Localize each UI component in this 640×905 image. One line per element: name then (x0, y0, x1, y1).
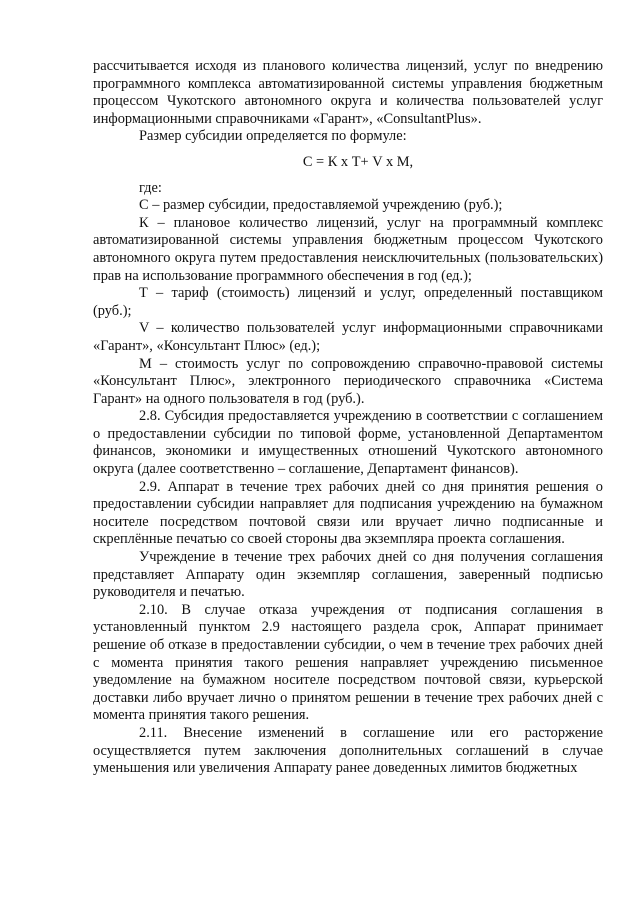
paragraph-continuation: рассчитывается исходя из планового количества лицензий, услуг по внедрению программного комплекса автоматизированной системы управления бюджетным процессом Чукотского автономного округа и количества пользователей услуг информационными справочниками «Гарант», «ConsultantPlus». (93, 58, 603, 127)
section-2-9: 2.9. Аппарат в течение трех рабочих дней со дня принятия решения о предоставлении субсидии направляет для подписания учреждению на бумажном носителе посредством почтовой связи или вручает лично подписанные и скреплённые печатью со своей стороны два экземпляра проекта соглашения. (93, 478, 603, 548)
definition-k: К – плановое количество лицензий, услуг на программный комплекс автоматизированной системы управления бюджетным процессом Чукотского автономного округа путем предоставления неисключительных (пользовательских) прав на использование программного обеспечения в год (ед.); (93, 214, 603, 284)
definition-t: Т – тариф (стоимость) лицензий и услуг, определенный поставщиком (руб.); (93, 285, 603, 319)
formula: С = К х Т+ V х М, (302, 153, 414, 170)
definition-c: С – размер субсидии, предоставляемой учреждению (руб.); (139, 197, 503, 214)
paragraph-where: где: (139, 179, 162, 196)
section-2-9-continued: Учреждение в течение трех рабочих дней со дня получения соглашения представляет Аппарату один экземпляр соглашения, заверенный подписью руководителя и печатью. (93, 549, 603, 601)
paragraph-formula-intro: Размер субсидии определяется по формуле: (139, 128, 407, 145)
section-2-10: 2.10. В случае отказа учреждения от подписания соглашения в установленный пунктом 2.9 настоящего раздела срок, Аппарат принимает решение об отказе в предоставлении субсидии, о чем в течение трех рабочих дней с момента принятия такого решения направляет учреждению письменное уведомление на бумажном носителе посредством почтовой связи, курьерской доставки либо вручает лично о принятом решении в течение трех рабочих дней с момента принятия такого решения. (93, 601, 603, 724)
definition-m: М – стоимость услуг по сопровождению справочно-правовой системы «Консультант Плюс», электронного периодического справочника «Система Гарант» на одного пользователя в год (руб.). (93, 355, 603, 407)
document-page (93, 58, 603, 778)
section-2-8: 2.8. Субсидия предоставляется учреждению в соответствии с соглашением о предоставлении субсидии по типовой форме, установленной Департаментом финансов, экономики и имущественных отношений Чукотского автономного округа (далее соответственно – соглашение, Департамент финансов). (93, 408, 603, 478)
section-2-11: 2.11. Внесение изменений в соглашение или его расторжение осуществляется путем заключения дополнительных соглашений в случае уменьшения или увеличения Аппарату ранее доведенных лимитов бюджетных (93, 724, 603, 777)
definition-v: V – количество пользователей услуг информационными справочниками «Гарант», «Консультант Плюс» (ед.); (93, 320, 603, 354)
